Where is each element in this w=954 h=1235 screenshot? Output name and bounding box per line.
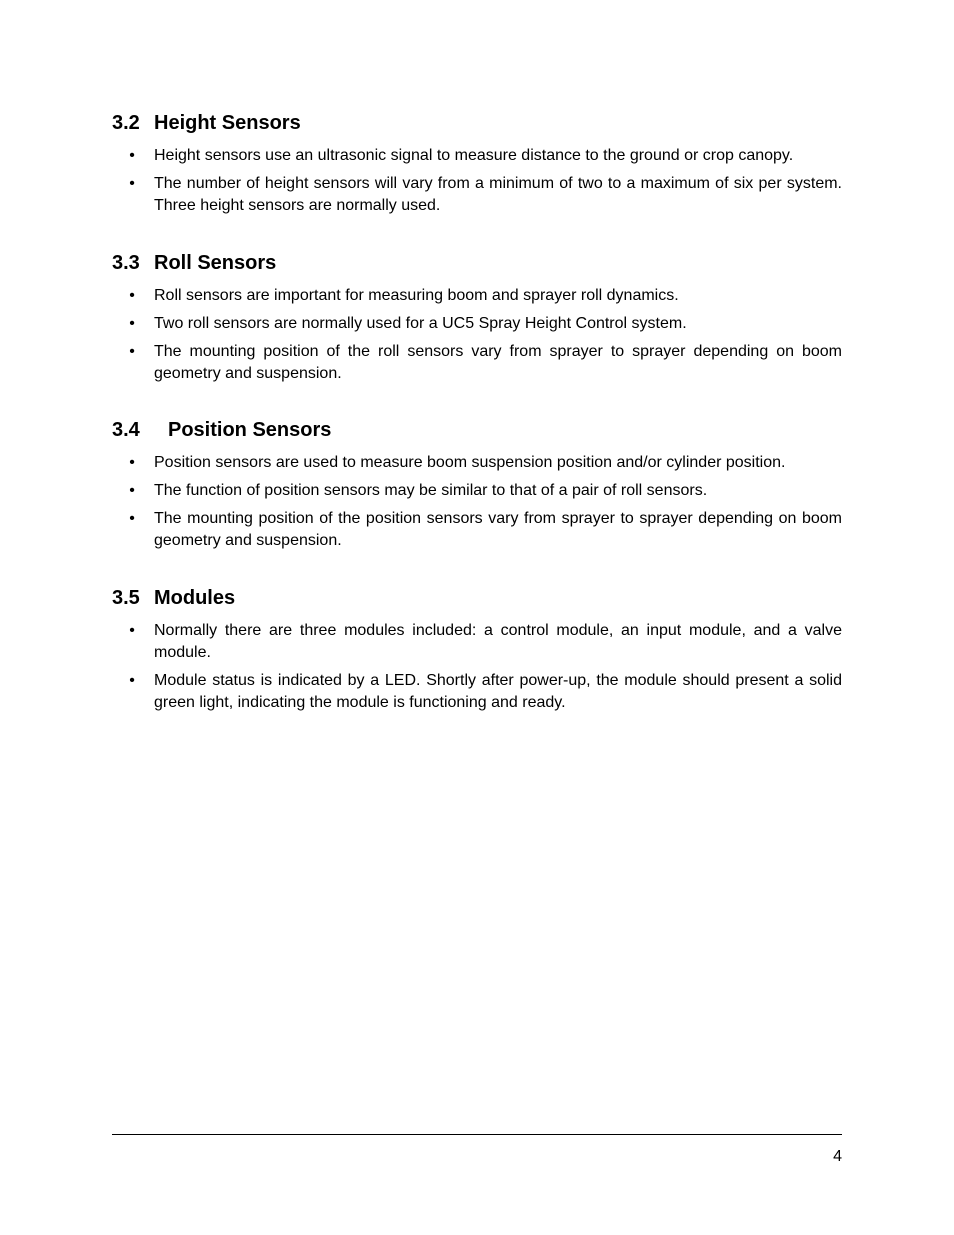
list-item [112, 313, 842, 335]
list-item [112, 452, 842, 474]
bullet-list [112, 620, 842, 714]
bullet-icon: • [129, 287, 135, 304]
list-item [112, 620, 842, 664]
section-heading [112, 586, 842, 610]
list-item [112, 145, 842, 167]
list-item [112, 285, 842, 307]
section-number: 3.4 [112, 419, 140, 441]
bullet-icon: • [129, 315, 135, 332]
bullet-icon: • [129, 672, 135, 689]
section-title: Position Sensors [168, 419, 332, 441]
bullet-icon: • [129, 510, 135, 527]
page-number: 4 [833, 1148, 842, 1165]
list-item-text: The function of position sensors may be similar to that of a pair of roll sensors. [154, 482, 708, 499]
list-item-text: Roll sensors are important for measuring boom and sprayer roll dynamics. [154, 287, 679, 304]
list-item-text: Two roll sensors are normally used for a UC5 Spray Height Control system. [154, 315, 687, 332]
list-item-text: Normally there are three modules included: a control module, an input module, and a valve module. [154, 622, 842, 661]
bullet-icon: • [129, 343, 135, 360]
list-item-text: Position sensors are used to measure boom suspension position and/or cylinder position. [154, 454, 786, 471]
section-title: Roll Sensors [154, 252, 277, 274]
bullet-icon: • [129, 622, 135, 639]
section-heading [112, 251, 842, 275]
list-item-text: The number of height sensors will vary from a minimum of two to a maximum of six per system. Three height sensors are normally used. [154, 175, 842, 214]
list-item-text: The mounting position of the position sensors vary from sprayer to sprayer depending on boom geometry and suspension. [154, 510, 842, 549]
list-item-text: The mounting position of the roll sensors vary from sprayer to sprayer depending on boom geometry and suspension. [154, 343, 842, 382]
section-position-sensors [112, 418, 842, 552]
list-item-text: Module status is indicated by a LED. Shortly after power-up, the module should present a solid green light, indicating the module is functioning and ready. [154, 672, 842, 711]
footer-divider [112, 1134, 842, 1135]
bullet-list [112, 452, 842, 552]
list-item [112, 670, 842, 714]
section-title: Height Sensors [154, 112, 301, 134]
bullet-icon: • [129, 175, 135, 192]
list-item-text: Height sensors use an ultrasonic signal to measure distance to the ground or crop canopy. [154, 147, 794, 164]
section-number: 3.2 [112, 112, 140, 134]
section-heading [112, 111, 842, 135]
section-title: Modules [154, 587, 236, 609]
bullet-list [112, 145, 842, 217]
list-item [112, 173, 842, 217]
section-height-sensors [112, 111, 842, 217]
section-heading [112, 418, 842, 442]
list-item [112, 480, 842, 502]
list-item [112, 341, 842, 385]
bullet-list [112, 285, 842, 385]
list-item [112, 508, 842, 552]
section-number: 3.5 [112, 587, 140, 609]
bullet-icon: • [129, 454, 135, 471]
bullet-icon: • [129, 147, 135, 164]
section-modules [112, 586, 842, 714]
section-roll-sensors [112, 251, 842, 385]
bullet-icon: • [129, 482, 135, 499]
section-number: 3.3 [112, 252, 140, 274]
